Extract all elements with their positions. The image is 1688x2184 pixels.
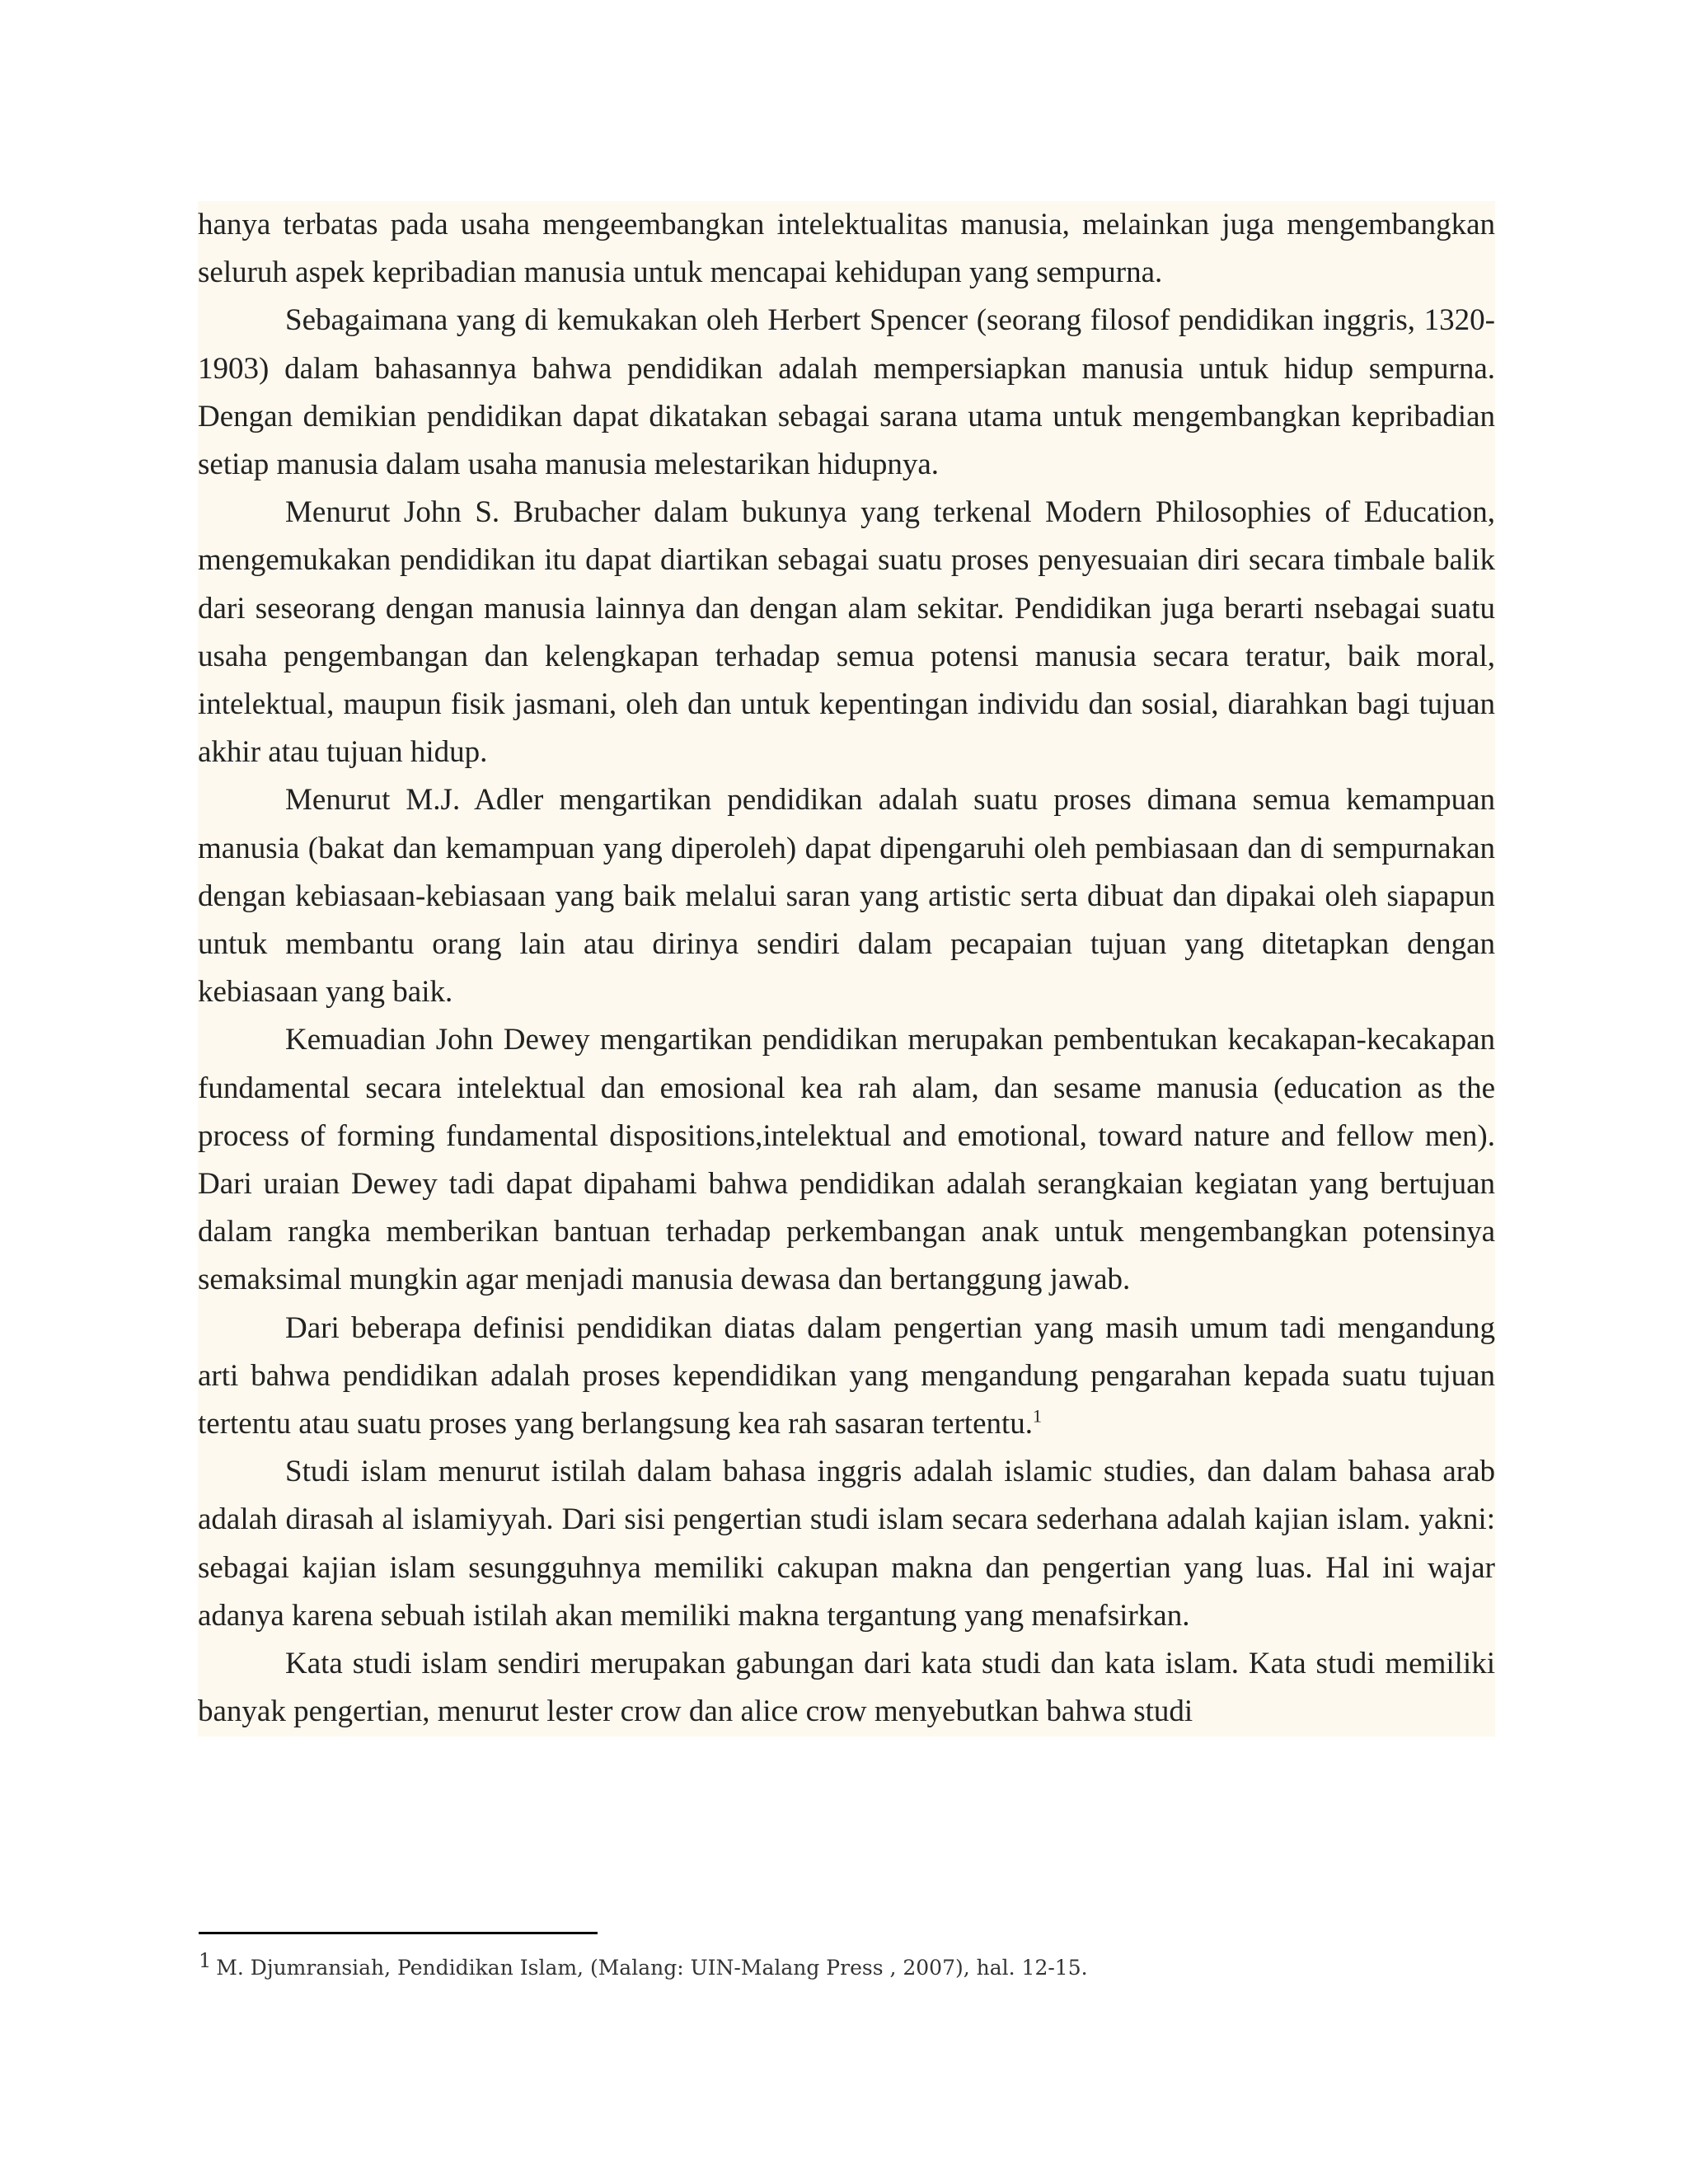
- footnote-divider: [199, 1932, 598, 1934]
- paragraph-7: Studi islam menurut istilah dalam bahasa inggris adalah islamic studies, dan dalam bahasa arab adalah dirasah al islamiyyah. Dari sisi pengertian studi islam secara sederhana adalah kajian islam. yakni: sebagai kajian islam sesungguhnya memiliki cakupan makna dan pengertian yang luas. Hal ini wajar adanya karena sebuah istilah akan memiliki makna tergantung yang menafsirkan.: [198, 1455, 1495, 1633]
- paragraph-2: Sebagaimana yang di kemukakan oleh Herbert Spencer (seorang filosof pendidikan inggris, 1320-1903) dalam bahasannya bahwa pendidikan adalah mempersiapkan manusia untuk hidup sempurna. Dengan demikian pendidikan dapat dikatakan sebagai sarana utama untuk mengembangkan kepribadian setiap manusia dalam usaha manusia melestarikan hidupnya.: [198, 303, 1495, 482]
- footnote-text: M. Djumransiah, Pendidikan Islam, (Malang: UIN-Malang Press , 2007), hal. 12-15.: [216, 1956, 1088, 1980]
- paragraph-4: Menurut M.J. Adler mengartikan pendidikan adalah suatu proses dimana semua kemampuan manusia (bakat dan kemampuan yang diperoleh) dapat dipengaruhi oleh pembiasaan dan di sempurnakan dengan kebiasaan-kebiasaan yang baik melalui saran yang artistic serta dibuat dan dipakai oleh siapapun untuk membantu orang lain atau dirinya sendiri dalam pecapaian tujuan yang ditetapkan dengan kebiasaan yang baik.: [198, 783, 1495, 1010]
- body-text: [198, 201, 1495, 1736]
- paragraph-8: Kata studi islam sendiri merupakan gabungan dari kata studi dan kata islam. Kata studi memiliki banyak pengertian, menurut lester crow dan alice crow menyebutkan bahwa studi: [198, 1647, 1495, 1729]
- footnote: [199, 1948, 1496, 1985]
- paragraph-6: [198, 1305, 1495, 1449]
- paragraph-3: Menurut John S. Brubacher dalam bukunya yang terkenal Modern Philosophies of Education, mengemukakan pendidikan itu dapat diartikan sebagai suatu proses penyesuaian diri secara timbale balik dari seseorang dengan manusia lainnya dan dengan alam sekitar. Pendidikan juga berarti nsebagai suatu usaha pengembangan dan kelengkapan terhadap semua potensi manusia secara teratur, baik moral, intelektual, maupun fisik jasmani, oleh dan untuk kepentingan individu dan sosial, diarahkan bagi tujuan akhir atau tujuan hidup.: [198, 495, 1495, 770]
- footnote-reference[interactable]: 1: [1033, 1405, 1043, 1427]
- paragraph-1: hanya terbatas pada usaha mengeembangkan intelektualitas manusia, melainkan juga mengembangkan seluruh aspek kepribadian manusia untuk mencapai kehidupan yang sempurna.: [198, 208, 1495, 290]
- paragraph-5: Kemuadian John Dewey mengartikan pendidikan merupakan pembentukan kecakapan-kecakapan fundamental secara intelektual dan emosional kea rah alam, dan sesame manusia (education as the process of forming fundamental dispositions,intelektual and emotional, toward nature and fellow men). Dari uraian Dewey tadi dapat dipahami bahwa pendidikan adalah serangkaian kegiatan yang bertujuan dalam rangka memberikan bantuan terhadap perkembangan anak untuk mengembangkan potensinya semaksimal mungkin agar menjadi manusia dewasa dan bertanggung jawab.: [198, 1023, 1495, 1297]
- paragraph-6-text: Dari beberapa definisi pendidikan diatas dalam pengertian yang masih umum tadi mengandung arti bahwa pendidikan adalah proses kependidikan yang mengandung pengarahan kepada suatu tujuan tertentu atau suatu proses yang berlangsung kea rah sasaran tertentu.: [198, 1310, 1495, 1441]
- footnote-number: 1: [199, 1948, 212, 1972]
